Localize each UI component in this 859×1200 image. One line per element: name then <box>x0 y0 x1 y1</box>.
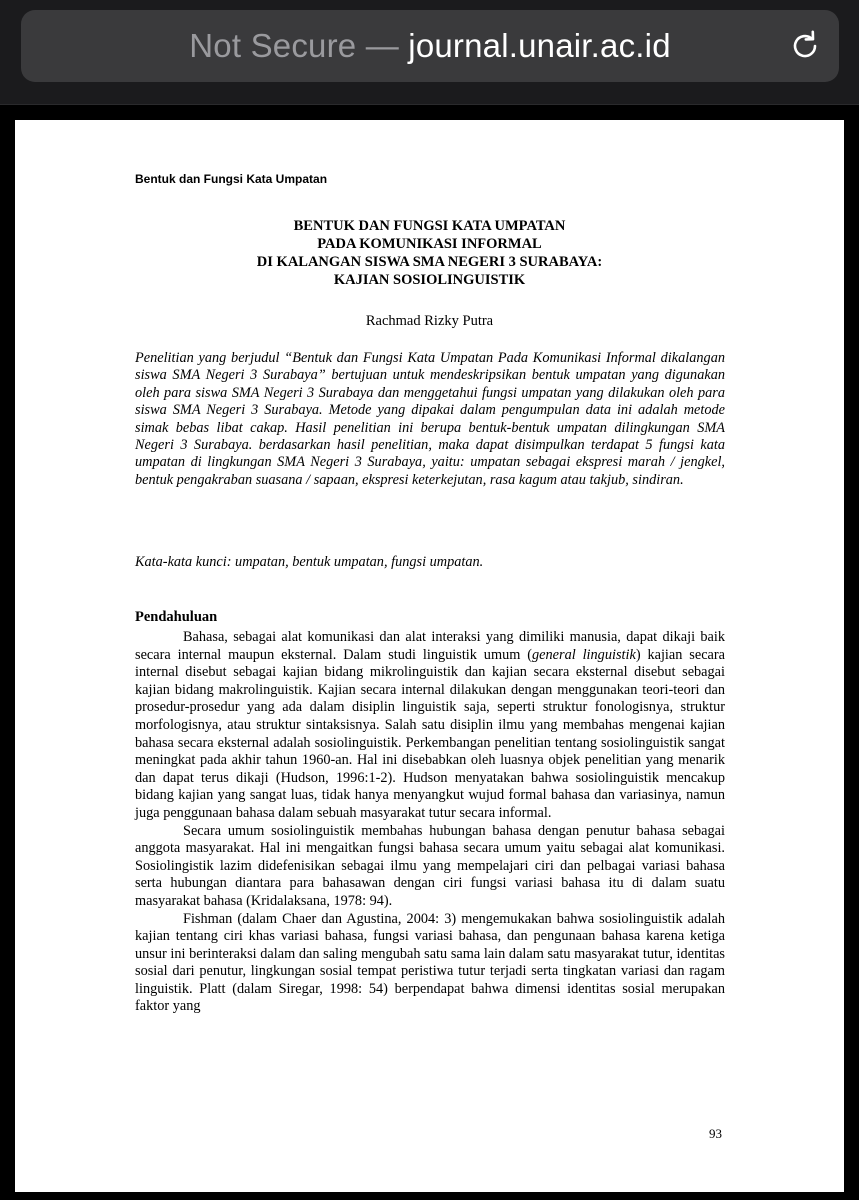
url-text[interactable] <box>189 27 671 65</box>
url-separator: — <box>356 27 409 64</box>
keywords: Kata-kata kunci: umpatan, bentuk umpatan, fungsi umpatan. <box>135 554 484 570</box>
paragraph: Secara umum sosiolinguistik membahas hubungan bahasa dengan penutur bahasa sebagai anggota masyarakat. Hal ini mengaitkan fungsi bahasa secara umum yaitu sebagai alat komunikasi. Sosiolingistik lazim didefenisikan sebagai ilmu yang mempelajari ciri dan pelbagai variasi bahasa serta hubungan diantara para bahasawan dengan ciri fungsi variasi bahasa itu di dalam suatu masyarakat bahasa (Kridalaksana, 1978: 94). <box>135 822 725 909</box>
paper-title <box>15 217 844 289</box>
italic-term: general linguistik <box>532 646 636 663</box>
address-bar[interactable] <box>21 10 839 82</box>
browser-toolbar <box>0 0 859 105</box>
title-line: PADA KOMUNIKASI INFORMAL <box>317 236 542 252</box>
url-domain: journal.unair.ac.id <box>408 27 671 64</box>
paragraph-text: Bahasa, sebagai alat komunikasi dan alat interaksi yang dimiliki manusia, dapat dikaji baik secara internal maupun eksternal. Dalam studi linguistik umum ( <box>135 629 725 663</box>
abstract: Penelitian yang berjudul “Bentuk dan Fungsi Kata Umpatan Pada Komunikasi Informal dikalangan siswa SMA Negeri 3 Surabaya” bertujuan untuk mendeskripsikan bentuk umpatan yang digunakan oleh para siswa SMA Negeri 3 Surabaya dan menggetahui fungsi umpatan yang dilakukan oleh para siswa SMA Negeri 3 Surabaya. Metode yang dipakai dalam pengumpulan data ini adalah metode simak bebas libat cakap. Hasil penelitian ini berupa bentuk-bentuk umpatan dilingkungan SMA Negeri 3 Surabaya. berdasarkan hasil penelitian, maka dapat disimpulkan terdapat 5 fungsi kata umpatan di lingkungan SMA Negeri 3 Surabaya, yaitu: umpatan sebagai ekspresi marah / jengkel, bentuk pengakraban suasana / sapaan, ekspresi keterkejutan, rasa kagum atau takjub, sindiran. <box>135 350 725 488</box>
body-text <box>135 629 725 1016</box>
not-secure-label: Not Secure <box>189 27 357 64</box>
pdf-page <box>15 120 844 1192</box>
section-heading: Pendahuluan <box>135 609 218 625</box>
paragraph-text: ) kajian secara internal disebut sebagai kajian bidang mikrolinguistik dan kajian secara eksternal disebut sebagai kajian bidang makrolinguistik. Kajian secara internal dilakukan dengan menggunakan teori-teori dan prosedur-prosedur yang ada dalam disiplin linguistik saja, seperti struktur fonologisnya, struktur morfologisnya, atau struktur sintaksisnya. Salah satu disiplin ilmu yang membahas mengenai kajian bahasa secara eksternal adalah sosiolinguistik. Perkembangan penelitian tentang sosiolinguistik sangat meningkat pada akhir tahun 1960-an. Hal ini disebabkan oleh luasnya objek penelitian yang menarik dan dapat terus dikaji (Hudson, 1996:1-2). Hudson menyatakan bahwa sosiolinguistik mencakup bidang kajian yang sangat luas, tidak hanya menyangkut wujud formal bahasa dan variasinya, namun juga penggunaan bahasa dalam sebuah masyarakat tutur secara informal. <box>135 646 726 821</box>
title-line: DI KALANGAN SISWA SMA NEGERI 3 SURABAYA: <box>256 254 603 270</box>
running-head: Bentuk dan Fungsi Kata Umpatan <box>135 172 328 186</box>
title-line: KAJIAN SOSIOLINGUISTIK <box>333 272 526 288</box>
paragraph <box>135 629 725 823</box>
author-name: Rachmad Rizky Putra <box>365 313 494 329</box>
paragraph: Fishman (dalam Chaer dan Agustina, 2004: 3) mengemukakan bahwa sosiolinguistik adalah kajian tentang ciri khas variasi bahasa, fungsi variasi bahasa, dan pengunaan bahasa karena ketiga unsur ini berinteraksi dalam dan saling mengubah satu sama lain dalam satu masyarakat tutur, identitas sosial dari penutur, lingkungan sosial tempat peristiwa tutur terjadi serta tingkatan variasi dan ragam linguistik. Platt (dalam Siregar, 1998: 54) berpendapat bahwa dimensi identitas sosial merupakan faktor yang <box>135 910 725 1015</box>
reload-icon[interactable] <box>787 28 823 64</box>
title-line: BENTUK DAN FUNGSI KATA UMPATAN <box>293 218 566 234</box>
page-number: 93 <box>709 1126 722 1141</box>
